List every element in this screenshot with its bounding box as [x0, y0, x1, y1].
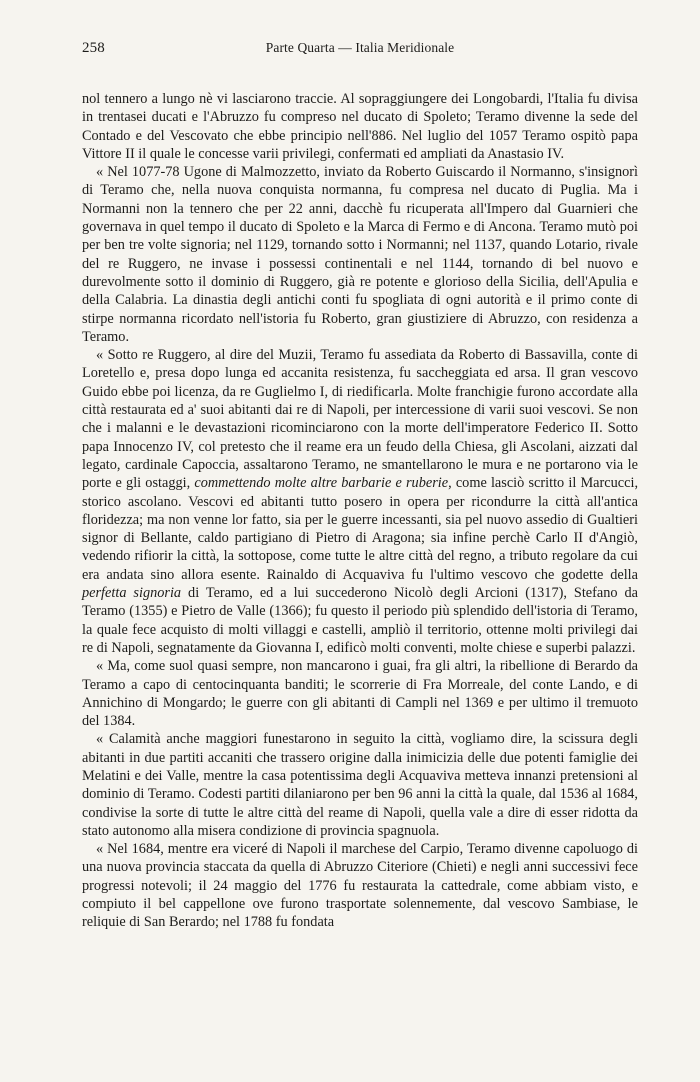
- quote-italic-signoria: perfetta signoria: [82, 585, 182, 602]
- paragraph-3-part-2: , come lasciò scritto il Marcucci, storico ascolano. Vescovi ed abitanti tutto posero in opera per ricondurre la città all'antica floridezza; ma non venne lor fatto, sia per le guerre incessanti, sia pel nuovo assedio di Gualtieri signor di Bellante, caldo partigiano di Pietro di Aragona; sia infine perchè Carlo II d'Angiò, vedendo rifiorir la città, la sottopose, come tutte le altre città del regno, a tributo regolare da cui era andata sino allora esente. Rainaldo di Acquaviva fu l'ultimo vescovo che godette della: [82, 475, 639, 583]
- paragraph-5: « Calamità anche maggiori funestarono in seguito la città, vogliamo dire, la scissura degli abitanti in due partiti accaniti che trassero origine dalla inimicizia delle due potenti famiglie dei Melatini e dei Valle, mentre la casa potentissima degli Acquaviva metteva innanzi pretensioni al dominio di Teramo. Codesti partiti dilaniarono per ben 96 anni la città la quale, dal 1536 al 1684, condivise la sorte di tutte le altre città del reame di Napoli, quella vale a dire di esser ridotta da stato autonomo alla misera condizione di provincia spagnuola.: [82, 731, 638, 839]
- body-text: [82, 90, 638, 932]
- paragraph-1: nol tennero a lungo nè vi lasciarono traccie. Al sopraggiungere dei Longobardi, l'Italia fu divisa in trentasei ducati e l'Abruzzo fu compreso nel ducato di Spoleto; Teramo divenne la sede del Contado e del Vescovato che ebbe principio nell'886. Nel luglio del 1057 Teramo ospitò papa Vittore II il quale le concesse varii privilegi, confermati ed ampliati da Anastasio IV.: [82, 91, 638, 162]
- paragraph-3: [82, 346, 638, 657]
- book-page: [82, 40, 638, 932]
- paragraph-3-part-1: « Sotto re Ruggero, al dire del Muzii, Teramo fu assediata da Roberto di Bassavilla, conte di Loretello e, presa dopo lunga ed accanita resistenza, fu saccheggiata ed arsa. Il gran vescovo Guido ebbe poi licenza, da re Guglielmo I, di riedificarla. Molte franchigie furono accordate alla città restaurata ed a' suoi abitanti dai re di Napoli, per intercessione di varii suoi vescovi. Se non che i malanni e le devastazioni ricominciarono con la morte dell'imperatore Federico II. Sotto papa Innocenzo IV, col pretesto che il reame era un feudo della Chiesa, gli Ascolani, aizzati dal legato, cardinale Capoccia, assaltarono Teramo, ne smantellarono le mura e ne portarono via le porte e gli ostaggi,: [82, 347, 638, 492]
- paragraph-2: « Nel 1077-78 Ugone di Malmozzetto, inviato da Roberto Guiscardo il Normanno, s'insignorì di Teramo che, nella nuova conquista normanna, fu compresa nel ducato di Puglia. Ma i Normanni non la tennero che per 22 anni, dacchè fu ricuperata all'Impero dal Guarnieri che governava in quel tempo il ducato di Spoleto e la Marca di Fermo e di Ancona. Teramo mutò poi per ben tre volte signoria; nel 1129, tornando sotto i Normanni; nel 1137, quando Lotario, rivale del re Ruggero, ne invase i possessi continentali e nel 1144, tornando di bel nuovo e durevolmente sotto il dominio di Ruggero, già re potente e glorioso della Sicilia, dell'Apulia e della Calabria. La dinastia degli antichi conti fu spogliata di ogni autorità e il primo conte di stirpe normanna ricordato nell'istoria fu Roberto, gran giustiziere di Abruzzo, con residenza a Teramo.: [82, 164, 638, 345]
- running-head: Parte Quarta — Italia Meridionale: [265, 40, 455, 55]
- quote-italic-barbarie: commettendo molte altre barbarie e ruberie: [194, 475, 449, 492]
- paragraph-4: « Ma, come suol quasi sempre, non mancarono i guai, fra gli altri, la ribellione di Berardo da Teramo a capo di centocinquanta banditi; le scorrerie di Fra Morreale, del conte Lando, e di Annichino di Mongardo; le guerre con gli abitanti di Campli nel 1369 e per ultimo il tremuoto del 1384.: [82, 658, 638, 730]
- page-header: [82, 40, 638, 62]
- paragraph-3-part-3: di Teramo, ed a lui succederono Nicolò degli Arcioni (1317), Stefano da Teramo (1355) e Pietro de Valle (1366); fu questo il periodo più splendido dell'istoria di Teramo, la quale fece acquisto di molti villaggi e castelli, ampliò il territorio, ottenne molti privilegi dai re di Napoli, segnatamente da Giovanna I, edificò molti conventi, molte chiese e superbi palazzi.: [82, 585, 638, 656]
- page-number: 258: [82, 40, 105, 56]
- paragraph-6: « Nel 1684, mentre era viceré di Napoli il marchese del Carpio, Teramo divenne capoluogo di una nuova provincia staccata da quella di Abruzzo Citeriore (Chieti) e negli anni successivi fece progressi notevoli; il 24 maggio del 1776 fu restaurata la cattedrale, come abbiam visto, e compiuto il bel cappellone ove furono trasportate solennemente, dal vescovo Sambiase, le reliquie di San Berardo; nel 1788 fu fondata: [82, 841, 638, 931]
